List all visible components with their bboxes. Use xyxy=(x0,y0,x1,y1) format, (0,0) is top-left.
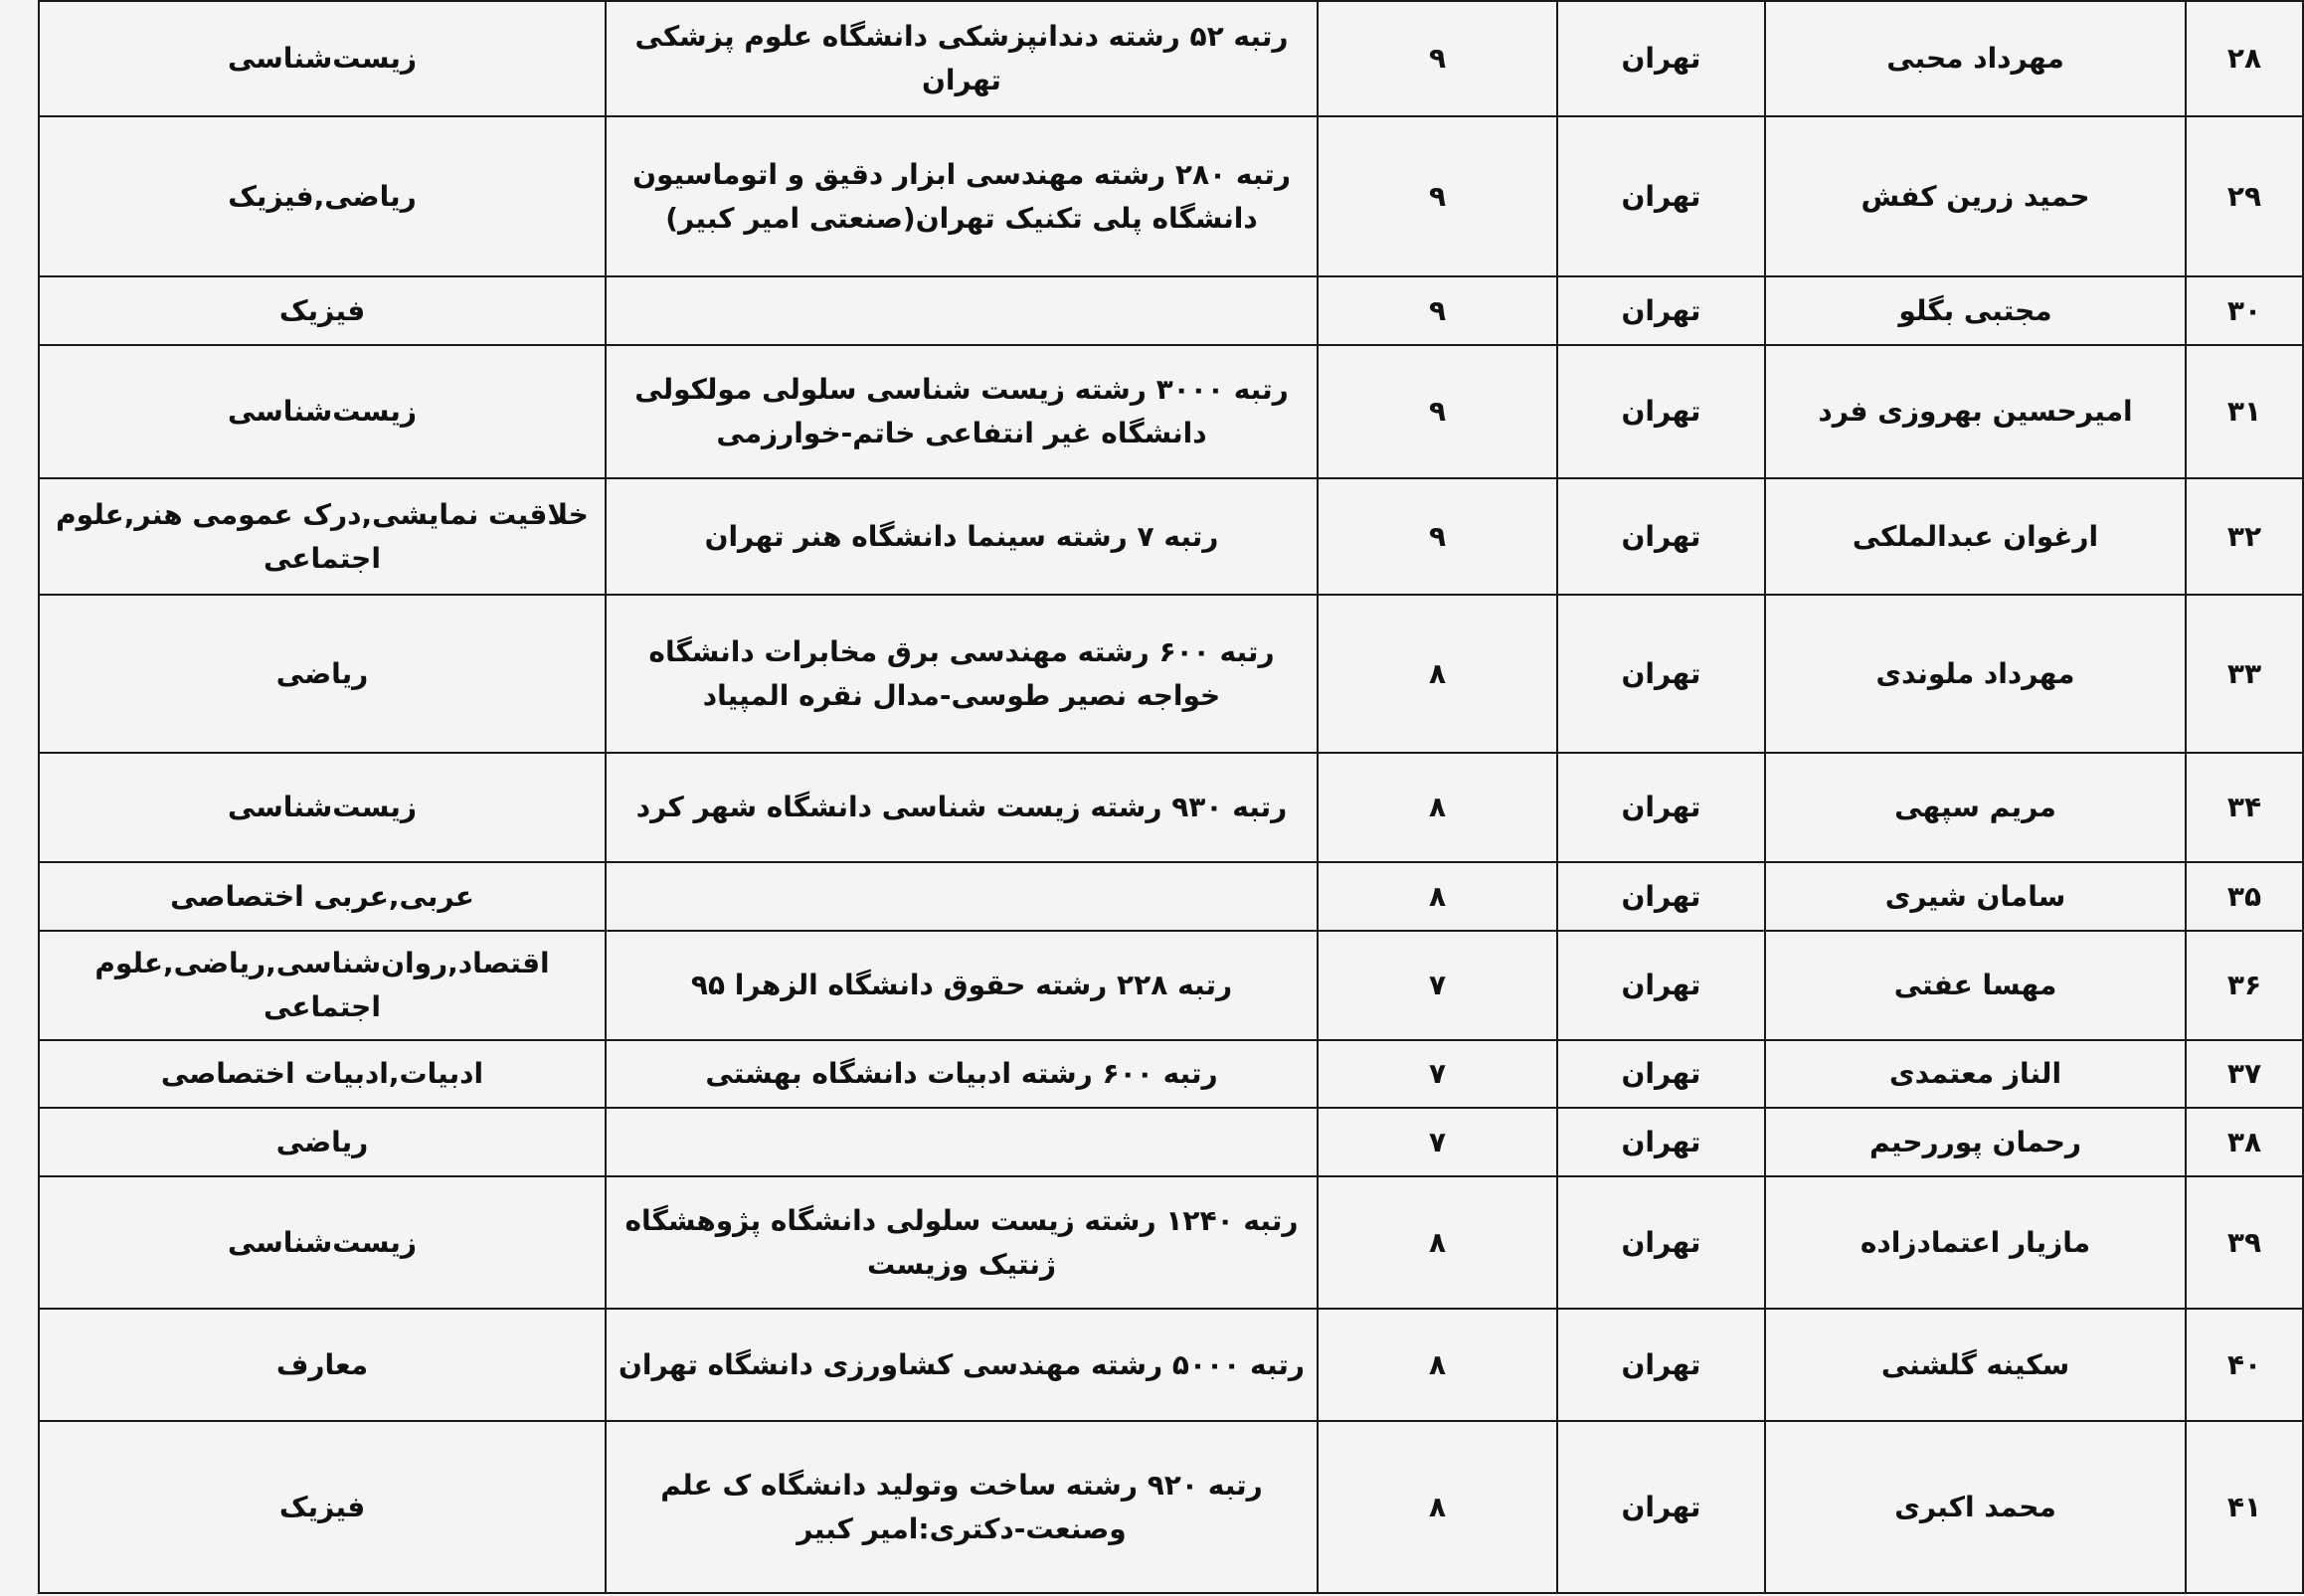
student-name-cell: سکینه گلشنی xyxy=(1765,1309,2186,1421)
table-row xyxy=(39,1309,2303,1421)
city-cell: تهران xyxy=(1557,931,1765,1040)
rank-cell: رتبه ۲۸۰ رشته مهندسی ابزار دقیق و اتوماسیون دانشگاه پلی تکنیک تهران(صنعتی امیر کبیر) xyxy=(606,116,1318,276)
subject-cell: ریاضی xyxy=(39,595,606,753)
city-cell: تهران xyxy=(1557,1309,1765,1421)
rank-cell: رتبه ۷ رشته سینما دانشگاه هنر تهران xyxy=(606,478,1318,595)
subject-cell: زیست‌شناسی xyxy=(39,345,606,478)
table-row xyxy=(39,116,2303,276)
subject-cell: فیزیک xyxy=(39,276,606,345)
student-name-cell: مهرداد محبی xyxy=(1765,1,2186,116)
row-index-cell: ۳۲ xyxy=(2186,478,2303,595)
row-index-cell: ۲۹ xyxy=(2186,116,2303,276)
table-row xyxy=(39,1040,2303,1108)
row-index-cell: ۲۸ xyxy=(2186,1,2303,116)
table-row xyxy=(39,345,2303,478)
table-row xyxy=(39,862,2303,931)
grade-cell: ۸ xyxy=(1318,1421,1557,1593)
subject-cell: عربی,عربی اختصاصی xyxy=(39,862,606,931)
city-cell: تهران xyxy=(1557,478,1765,595)
row-index-cell: ۳۰ xyxy=(2186,276,2303,345)
row-index-cell: ۳۴ xyxy=(2186,753,2303,862)
subject-cell: ادبیات,ادبیات اختصاصی xyxy=(39,1040,606,1108)
city-cell: تهران xyxy=(1557,1108,1765,1176)
rank-cell: رتبه ۵۰۰۰ رشته مهندسی کشاورزی دانشگاه تهران xyxy=(606,1309,1318,1421)
rank-cell: رتبه ۶۰۰ رشته ادبیات دانشگاه بهشتی xyxy=(606,1040,1318,1108)
subject-cell: اقتصاد,روان‌شناسی,ریاضی,علوم اجتماعی xyxy=(39,931,606,1040)
table-row xyxy=(39,1108,2303,1176)
student-name-cell: امیرحسین بهروزی فرد xyxy=(1765,345,2186,478)
subject-cell: زیست‌شناسی xyxy=(39,1,606,116)
rank-cell: رتبه ۲۲۸ رشته حقوق دانشگاه الزهرا ۹۵ xyxy=(606,931,1318,1040)
city-cell: تهران xyxy=(1557,276,1765,345)
table-row xyxy=(39,1,2303,116)
row-index-cell: ۳۱ xyxy=(2186,345,2303,478)
subject-cell: زیست‌شناسی xyxy=(39,1176,606,1309)
student-name-cell: مریم سپهی xyxy=(1765,753,2186,862)
grade-cell: ۹ xyxy=(1318,478,1557,595)
grade-cell: ۷ xyxy=(1318,1108,1557,1176)
subject-cell: ریاضی xyxy=(39,1108,606,1176)
subject-cell: زیست‌شناسی xyxy=(39,753,606,862)
student-name-cell: محمد اکبری xyxy=(1765,1421,2186,1593)
subject-cell: خلاقیت نمایشی,درک عمومی هنر,علوم اجتماعی xyxy=(39,478,606,595)
grade-cell: ۹ xyxy=(1318,1,1557,116)
city-cell: تهران xyxy=(1557,116,1765,276)
table-row xyxy=(39,1176,2303,1309)
row-index-cell: ۴۰ xyxy=(2186,1309,2303,1421)
city-cell: تهران xyxy=(1557,595,1765,753)
row-index-cell: ۴۱ xyxy=(2186,1421,2303,1593)
city-cell: تهران xyxy=(1557,345,1765,478)
subject-cell: ریاضی,فیزیک xyxy=(39,116,606,276)
city-cell: تهران xyxy=(1557,1176,1765,1309)
student-name-cell: سامان شیری xyxy=(1765,862,2186,931)
row-index-cell: ۳۹ xyxy=(2186,1176,2303,1309)
city-cell: تهران xyxy=(1557,1,1765,116)
city-cell: تهران xyxy=(1557,753,1765,862)
table-row xyxy=(39,276,2303,345)
row-index-cell: ۳۵ xyxy=(2186,862,2303,931)
rank-cell: رتبه ۱۲۴۰ رشته زیست سلولی دانشگاه پژوهشگاه ژنتیک وزیست xyxy=(606,1176,1318,1309)
rank-cell: رتبه ۹۲۰ رشته ساخت وتولید دانشگاه ک علم وصنعت-دکتری:امیر کبیر xyxy=(606,1421,1318,1593)
table-row xyxy=(39,931,2303,1040)
table-row xyxy=(39,1421,2303,1593)
grade-cell: ۹ xyxy=(1318,345,1557,478)
student-name-cell: رحمان پوررحیم xyxy=(1765,1108,2186,1176)
table-row xyxy=(39,753,2303,862)
city-cell: تهران xyxy=(1557,1421,1765,1593)
results-table xyxy=(38,0,2304,1594)
rank-cell: رتبه ۳۰۰۰ رشته زیست شناسی سلولی مولکولی دانشگاه غیر انتفاعی خاتم-خوارزمی xyxy=(606,345,1318,478)
student-name-cell: مجتبی بگلو xyxy=(1765,276,2186,345)
student-name-cell: الناز معتمدی xyxy=(1765,1040,2186,1108)
rank-cell: رتبه ۹۳۰ رشته زیست شناسی دانشگاه شهر کرد xyxy=(606,753,1318,862)
grade-cell: ۸ xyxy=(1318,862,1557,931)
rank-cell xyxy=(606,862,1318,931)
rank-cell xyxy=(606,276,1318,345)
city-cell: تهران xyxy=(1557,1040,1765,1108)
student-name-cell: ارغوان عبدالملکی xyxy=(1765,478,2186,595)
student-name-cell: مهسا عفتی xyxy=(1765,931,2186,1040)
grade-cell: ۸ xyxy=(1318,753,1557,862)
student-name-cell: مازیار اعتمادزاده xyxy=(1765,1176,2186,1309)
table-row xyxy=(39,595,2303,753)
subject-cell: معارف xyxy=(39,1309,606,1421)
grade-cell: ۷ xyxy=(1318,1040,1557,1108)
row-index-cell: ۳۸ xyxy=(2186,1108,2303,1176)
grade-cell: ۷ xyxy=(1318,931,1557,1040)
rank-cell xyxy=(606,1108,1318,1176)
row-index-cell: ۳۶ xyxy=(2186,931,2303,1040)
rank-cell: رتبه ۵۲ رشته دندانپزشکی دانشگاه علوم پزشکی تهران xyxy=(606,1,1318,116)
grade-cell: ۸ xyxy=(1318,595,1557,753)
student-name-cell: حمید زرین کفش xyxy=(1765,116,2186,276)
grade-cell: ۸ xyxy=(1318,1176,1557,1309)
row-index-cell: ۳۷ xyxy=(2186,1040,2303,1108)
row-index-cell: ۳۳ xyxy=(2186,595,2303,753)
city-cell: تهران xyxy=(1557,862,1765,931)
grade-cell: ۹ xyxy=(1318,116,1557,276)
subject-cell: فیزیک xyxy=(39,1421,606,1593)
student-name-cell: مهرداد ملوندی xyxy=(1765,595,2186,753)
grade-cell: ۹ xyxy=(1318,276,1557,345)
rank-cell: رتبه ۶۰۰ رشته مهندسی برق مخابرات دانشگاه خواجه نصیر طوسی-مدال نقره المپیاد xyxy=(606,595,1318,753)
grade-cell: ۸ xyxy=(1318,1309,1557,1421)
table-row xyxy=(39,478,2303,595)
